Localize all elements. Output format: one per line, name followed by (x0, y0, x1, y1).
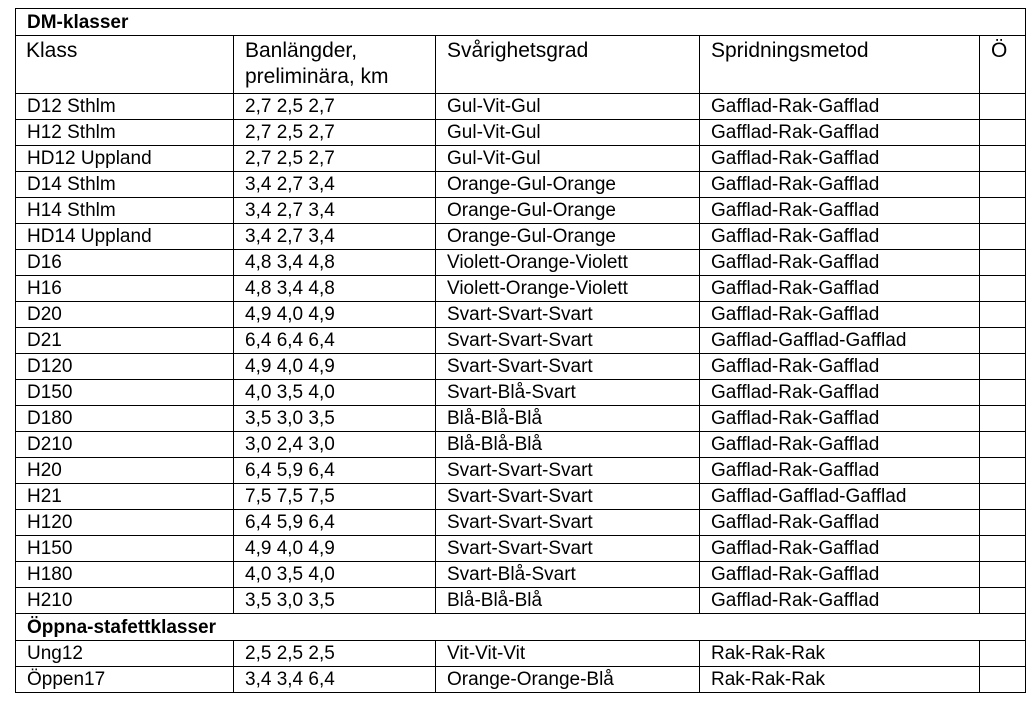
cell-klass: D180 (16, 406, 234, 432)
cell-banlangder: 3,4 3,4 6,4 (234, 667, 436, 693)
cell-klass: H210 (16, 588, 234, 614)
column-header-svarighetsgrad: Svårighetsgrad (436, 36, 700, 94)
cell-svarighetsgrad: Svart-Svart-Svart (436, 354, 700, 380)
cell-truncated (980, 484, 1026, 510)
cell-svarighetsgrad: Svart-Svart-Svart (436, 536, 700, 562)
cell-klass: H12 Sthlm (16, 120, 234, 146)
cell-banlangder: 4,9 4,0 4,9 (234, 302, 436, 328)
cell-truncated (980, 120, 1026, 146)
cell-svarighetsgrad: Svart-Svart-Svart (436, 302, 700, 328)
cell-truncated (980, 406, 1026, 432)
cell-svarighetsgrad: Vit-Vit-Vit (436, 641, 700, 667)
cell-truncated (980, 588, 1026, 614)
cell-banlangder: 6,4 5,9 6,4 (234, 510, 436, 536)
cell-spridningsmetod: Gafflad-Rak-Gafflad (700, 536, 980, 562)
cell-truncated (980, 536, 1026, 562)
cell-svarighetsgrad: Gul-Vit-Gul (436, 120, 700, 146)
cell-spridningsmetod: Gafflad-Rak-Gafflad (700, 172, 980, 198)
cell-klass: H150 (16, 536, 234, 562)
cell-svarighetsgrad: Violett-Orange-Violett (436, 276, 700, 302)
table-row (16, 510, 1026, 536)
cell-banlangder: 4,8 3,4 4,8 (234, 250, 436, 276)
cell-spridningsmetod: Gafflad-Rak-Gafflad (700, 120, 980, 146)
table-row (16, 276, 1026, 302)
cell-truncated (980, 224, 1026, 250)
table-row (16, 302, 1026, 328)
cell-klass: D14 Sthlm (16, 172, 234, 198)
cell-klass: H20 (16, 458, 234, 484)
table-row (16, 172, 1026, 198)
cell-banlangder: 6,4 6,4 6,4 (234, 328, 436, 354)
table-row (16, 198, 1026, 224)
cell-svarighetsgrad: Svart-Svart-Svart (436, 510, 700, 536)
cell-truncated (980, 432, 1026, 458)
cell-spridningsmetod: Gafflad-Rak-Gafflad (700, 354, 980, 380)
cell-banlangder: 4,0 3,5 4,0 (234, 562, 436, 588)
cell-spridningsmetod: Gafflad-Rak-Gafflad (700, 250, 980, 276)
cell-svarighetsgrad: Orange-Gul-Orange (436, 198, 700, 224)
table-row (16, 146, 1026, 172)
cell-svarighetsgrad: Orange-Gul-Orange (436, 172, 700, 198)
cell-truncated (980, 354, 1026, 380)
cell-klass: H21 (16, 484, 234, 510)
table-row (16, 667, 1026, 693)
cell-banlangder: 3,0 2,4 3,0 (234, 432, 436, 458)
cell-klass: H14 Sthlm (16, 198, 234, 224)
section-title-dm: DM-klasser (16, 9, 1026, 36)
cell-truncated (980, 562, 1026, 588)
table-row (16, 354, 1026, 380)
table-row (16, 380, 1026, 406)
cell-truncated (980, 172, 1026, 198)
cell-klass: HD12 Uppland (16, 146, 234, 172)
cell-spridningsmetod: Gafflad-Rak-Gafflad (700, 588, 980, 614)
cell-klass: H180 (16, 562, 234, 588)
cell-truncated (980, 458, 1026, 484)
cell-spridningsmetod: Gafflad-Rak-Gafflad (700, 276, 980, 302)
cell-banlangder: 2,7 2,5 2,7 (234, 120, 436, 146)
cell-banlangder: 4,9 4,0 4,9 (234, 536, 436, 562)
cell-banlangder: 4,8 3,4 4,8 (234, 276, 436, 302)
table-row (16, 536, 1026, 562)
cell-svarighetsgrad: Svart-Blå-Svart (436, 562, 700, 588)
cell-truncated (980, 328, 1026, 354)
table-row (16, 94, 1026, 120)
cell-svarighetsgrad: Blå-Blå-Blå (436, 406, 700, 432)
cell-spridningsmetod: Gafflad-Rak-Gafflad (700, 146, 980, 172)
cell-spridningsmetod: Rak-Rak-Rak (700, 641, 980, 667)
table-row (16, 120, 1026, 146)
cell-spridningsmetod: Gafflad-Rak-Gafflad (700, 432, 980, 458)
table-body (16, 9, 1026, 693)
cell-klass: D20 (16, 302, 234, 328)
cell-klass: Ung12 (16, 641, 234, 667)
cell-banlangder: 4,9 4,0 4,9 (234, 354, 436, 380)
section-title-open: Öppna-stafettklasser (16, 614, 1026, 641)
table-row (16, 484, 1026, 510)
cell-spridningsmetod: Gafflad-Rak-Gafflad (700, 380, 980, 406)
cell-klass: D21 (16, 328, 234, 354)
table-row (16, 432, 1026, 458)
cell-banlangder: 4,0 3,5 4,0 (234, 380, 436, 406)
cell-spridningsmetod: Gafflad-Rak-Gafflad (700, 224, 980, 250)
course-table (15, 8, 1026, 693)
cell-svarighetsgrad: Svart-Svart-Svart (436, 484, 700, 510)
column-header-spridningsmetod: Spridningsmetod (700, 36, 980, 94)
cell-spridningsmetod: Gafflad-Rak-Gafflad (700, 510, 980, 536)
cell-banlangder: 6,4 5,9 6,4 (234, 458, 436, 484)
cell-spridningsmetod: Gafflad-Rak-Gafflad (700, 302, 980, 328)
cell-svarighetsgrad: Blå-Blå-Blå (436, 432, 700, 458)
header-row (16, 36, 1026, 94)
cell-banlangder: 7,5 7,5 7,5 (234, 484, 436, 510)
cell-banlangder: 3,4 2,7 3,4 (234, 224, 436, 250)
cell-spridningsmetod: Gafflad-Rak-Gafflad (700, 198, 980, 224)
cell-spridningsmetod: Gafflad-Rak-Gafflad (700, 458, 980, 484)
cell-klass: D210 (16, 432, 234, 458)
column-header-klass: Klass (16, 36, 234, 94)
table-row (16, 328, 1026, 354)
cell-spridningsmetod: Gafflad-Gafflad-Gafflad (700, 328, 980, 354)
cell-banlangder: 3,5 3,0 3,5 (234, 588, 436, 614)
column-header-banlangder: Banlängder, preliminära, km (234, 36, 436, 94)
cell-banlangder: 2,7 2,5 2,7 (234, 146, 436, 172)
cell-klass: Öppen17 (16, 667, 234, 693)
cell-truncated (980, 641, 1026, 667)
cell-klass: H16 (16, 276, 234, 302)
table-row (16, 641, 1026, 667)
cell-klass: D12 Sthlm (16, 94, 234, 120)
table-row (16, 562, 1026, 588)
cell-klass: D150 (16, 380, 234, 406)
cell-svarighetsgrad: Gul-Vit-Gul (436, 146, 700, 172)
cell-svarighetsgrad: Svart-Blå-Svart (436, 380, 700, 406)
cell-spridningsmetod: Gafflad-Rak-Gafflad (700, 562, 980, 588)
cell-truncated (980, 198, 1026, 224)
table-row (16, 250, 1026, 276)
cell-klass: D120 (16, 354, 234, 380)
cell-svarighetsgrad: Gul-Vit-Gul (436, 94, 700, 120)
cell-spridningsmetod: Gafflad-Rak-Gafflad (700, 94, 980, 120)
cell-truncated (980, 94, 1026, 120)
cell-svarighetsgrad: Violett-Orange-Violett (436, 250, 700, 276)
section-row-dm (16, 9, 1026, 36)
cell-spridningsmetod: Gafflad-Rak-Gafflad (700, 406, 980, 432)
section-row-open (16, 614, 1026, 641)
cell-truncated (980, 510, 1026, 536)
cell-truncated (980, 250, 1026, 276)
cell-klass: D16 (16, 250, 234, 276)
cell-truncated (980, 146, 1026, 172)
cell-banlangder: 2,5 2,5 2,5 (234, 641, 436, 667)
cell-truncated (980, 380, 1026, 406)
cell-svarighetsgrad: Svart-Svart-Svart (436, 328, 700, 354)
table-row (16, 458, 1026, 484)
cell-truncated (980, 276, 1026, 302)
cell-svarighetsgrad: Orange-Gul-Orange (436, 224, 700, 250)
cell-spridningsmetod: Rak-Rak-Rak (700, 667, 980, 693)
table-row (16, 588, 1026, 614)
cell-banlangder: 2,7 2,5 2,7 (234, 94, 436, 120)
cell-banlangder: 3,4 2,7 3,4 (234, 198, 436, 224)
cell-spridningsmetod: Gafflad-Gafflad-Gafflad (700, 484, 980, 510)
cell-svarighetsgrad: Svart-Svart-Svart (436, 458, 700, 484)
cell-truncated (980, 667, 1026, 693)
cell-klass: H120 (16, 510, 234, 536)
cell-svarighetsgrad: Orange-Orange-Blå (436, 667, 700, 693)
cell-klass: HD14 Uppland (16, 224, 234, 250)
cell-svarighetsgrad: Blå-Blå-Blå (436, 588, 700, 614)
cell-truncated (980, 302, 1026, 328)
cell-banlangder: 3,5 3,0 3,5 (234, 406, 436, 432)
cell-banlangder: 3,4 2,7 3,4 (234, 172, 436, 198)
table-row (16, 406, 1026, 432)
table-row (16, 224, 1026, 250)
column-header-truncated: Ö (980, 36, 1026, 94)
